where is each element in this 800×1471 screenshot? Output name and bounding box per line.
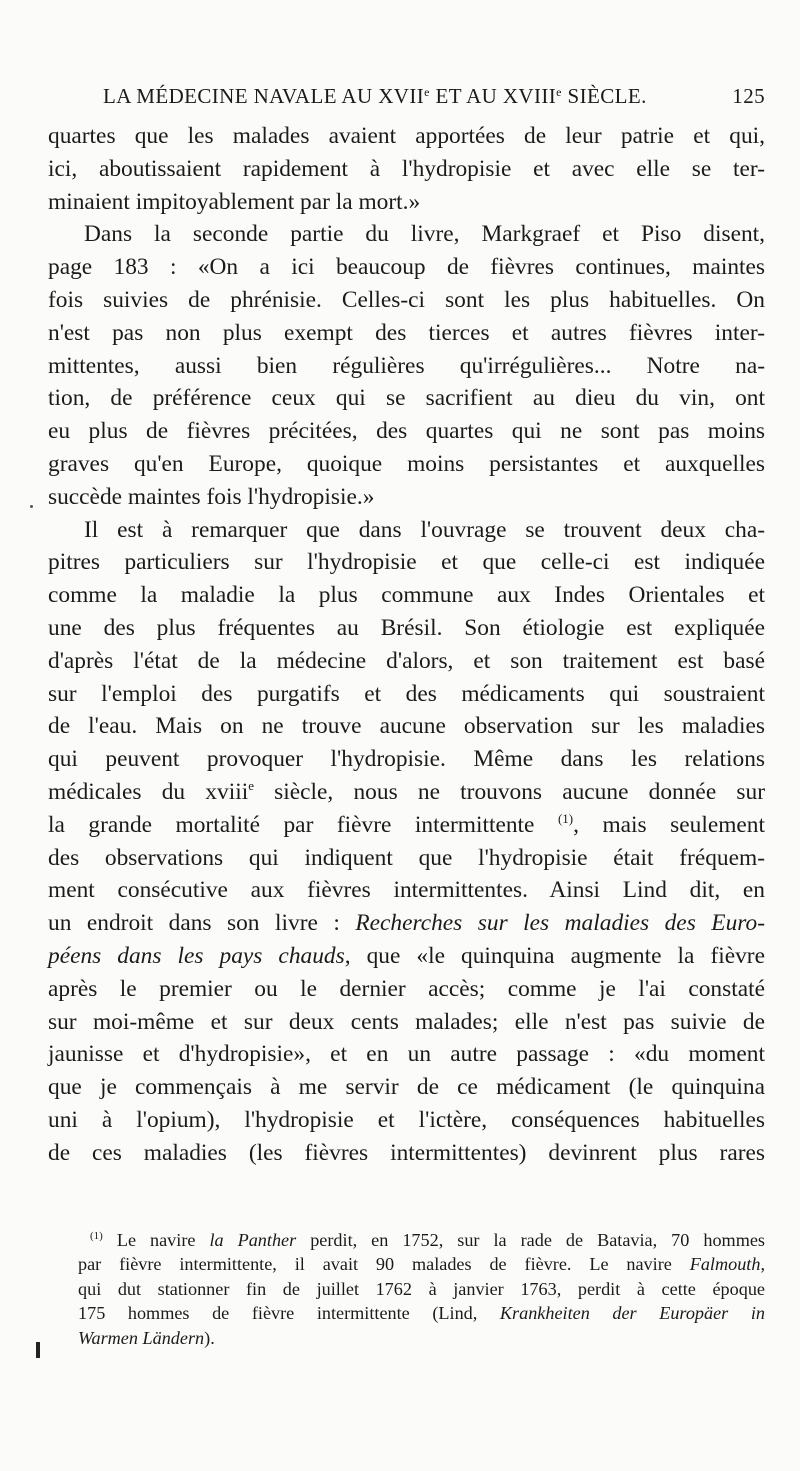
text-line: après le premier ou le dernier accès; comme je l'ai constaté (48, 975, 765, 1002)
text-line: succède maintes fois l'hydropisie.» (48, 483, 375, 510)
scan-speck (30, 505, 33, 508)
text-line: la grande mortalité par fièvre intermittente $^{(1)}$, mais seulement (48, 810, 765, 838)
footnote-line: qui dut stationner fin de juillet 1762 à janvier 1763, perdit à cette époque (78, 1278, 765, 1299)
text-line: Il est à remarquer que dans l'ouvrage se trouvent deux cha- (84, 516, 765, 543)
text-line: que je commençais à me servir de ce médicament (le quinquina (48, 1074, 765, 1101)
running-header (103, 84, 765, 109)
text-line: comme la maladie la plus commune aux Indes Orientales et (48, 582, 765, 609)
running-title: LA MÉDECINE NAVALE AU XVIIe ET AU XVIIIe SIÈCLE. (103, 84, 647, 108)
text-line: sur l'emploi des purgatifs et des médicaments qui soustraient (48, 680, 765, 707)
text-line: n'est pas non plus exempt des tierces et autres fièvres inter- (48, 319, 765, 346)
text-line: une des plus fréquentes au Brésil. Son étiologie est expliquée (48, 614, 765, 641)
footnote-line: par fièvre intermittente, il avait 90 malades de fièvre. Le navire Falmouth, (78, 1254, 765, 1275)
text-line: graves qu'en Europe, quoique moins persistantes et auxquelles (48, 450, 765, 477)
text-line: des observations qui indiquent que l'hydropisie était fréquem- (48, 844, 765, 871)
text-line: sur moi-même et sur deux cents malades; elle n'est pas suivie de (48, 1008, 765, 1035)
text-line: pitres particuliers sur l'hydropisie et que celle-ci est indiquée (48, 549, 765, 576)
footnote-marker: (1) (90, 1230, 103, 1242)
text-line: tion, de préférence ceux qui se sacrifient au dieu du vin, ont (48, 385, 765, 412)
text-line: quartes que les malades avaient apportées de leur patrie et qui, (48, 123, 765, 149)
text-line: péens dans les pays chauds, que «le quinquina augmente la fièvre (48, 942, 765, 969)
text-line: ment consécutive aux fièvres intermittentes. Ainsi Lind dit, en (48, 877, 765, 904)
text-line: minaient impitoyablement par la mort.» (48, 188, 421, 215)
footnote-line: 175 hommes de fièvre intermittente (Lind, Krankheiten der Europäer in (78, 1303, 765, 1324)
text-line: ici, aboutissaient rapidement à l'hydropisie et avec elle se ter- (48, 155, 765, 182)
body-text (48, 120, 765, 1170)
text-line: qui peuvent provoquer l'hydropisie. Même dans les relations (48, 746, 765, 773)
book-title: péens dans les pays chauds (48, 942, 345, 969)
text-line: jaunisse et d'hydropisie», et en un autre passage : «du moment (48, 1041, 765, 1068)
footnote-line: Warmen Ländern). (78, 1327, 215, 1348)
text-line: un endroit dans son livre : Recherches sur les maladies des Euro- (48, 910, 765, 937)
text-line: Dans la seconde partie du livre, Markgraef et Piso disent, (84, 221, 765, 248)
text-line: uni à l'opium), l'hydropisie et l'ictère, conséquences habituelles (48, 1106, 765, 1133)
text-line: de ces maladies (les fièvres intermittentes) devinrent plus rares (48, 1139, 765, 1166)
text-line: d'après l'état de la médecine d'alors, et son traitement est basé (48, 647, 765, 674)
footnote-reference: (1) (557, 810, 574, 826)
page-number: 125 (732, 84, 765, 108)
footnote-line: $^{(1)}$ Le navire la Panther perdit, en 1752, sur la rade de Batavia, 70 hommes (90, 1230, 765, 1250)
text-line: de l'eau. Mais on ne trouve aucune observation sur les maladies (48, 713, 765, 740)
book-title: Recherches sur les maladies des Euro- (355, 910, 765, 937)
text-line: eu plus de fièvres précitées, des quartes qui ne sont pas moins (48, 418, 765, 445)
text-line: mittentes, aussi bien régulières qu'irrégulières... Notre na- (48, 352, 765, 379)
footnote (78, 1228, 765, 1350)
text-line: médicales du xviii$^e$ siècle, nous ne trouvons aucune donnée sur (48, 777, 765, 805)
text-line: page 183 : «On a ici beaucoup de fièvres continues, maintes (48, 254, 765, 281)
text-line: fois suivies de phrénisie. Celles-ci sont les plus habituelles. On (48, 286, 765, 313)
margin-mark (36, 1342, 40, 1358)
